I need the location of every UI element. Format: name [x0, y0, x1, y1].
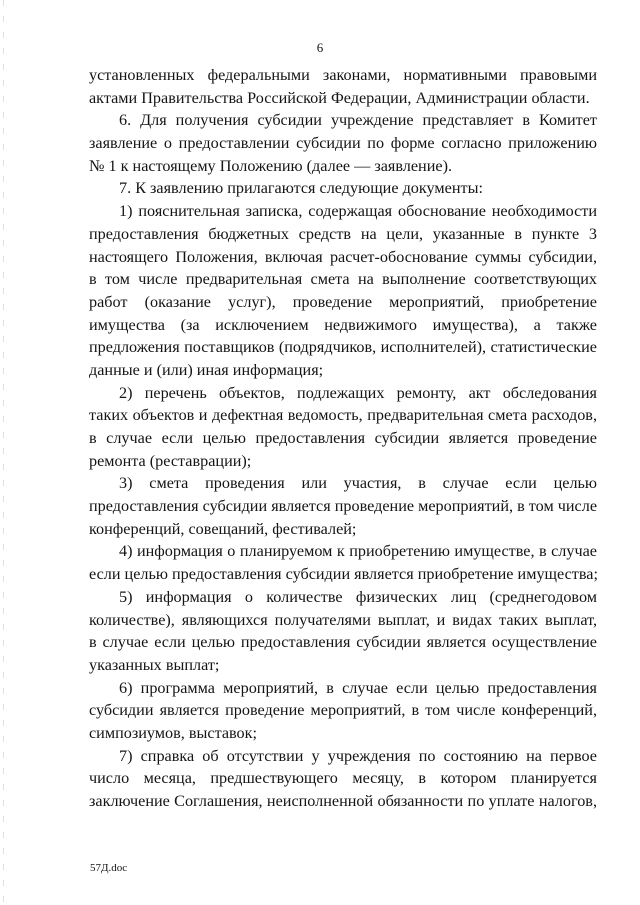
text-line: ремонта (реставрации); [89, 451, 252, 470]
text-line: заключение Соглашения, неисполненной обязанности по уплате налогов, [89, 792, 597, 810]
text-line: количестве), являющихся получателями выплат, и видах таких выплат, [89, 610, 597, 629]
text-line: заявление о предоставлении субсидии по форме согласно приложению [89, 134, 597, 153]
paragraph [89, 200, 597, 382]
text-line: 6) программа мероприятий, в случае если целью предоставления [119, 678, 597, 697]
footer-filename: 57Д.doc [90, 862, 128, 874]
paragraph [89, 109, 597, 177]
paragraph [89, 586, 597, 677]
text-line: предоставления субсидии является проведение мероприятий, в том числе [89, 497, 597, 516]
paragraph [89, 177, 597, 200]
text-line: 1) пояснительная записка, содержащая обоснование необходимости [119, 202, 597, 221]
text-line: указанных выплат; [89, 655, 220, 674]
document-body [89, 64, 597, 813]
text-line: установленных федеральными законами, нормативными правовыми [89, 66, 597, 84]
text-line: 3) смета проведения или участия, в случае если целью [119, 474, 597, 493]
text-line: в случае если целью предоставления субсидии является проведение [89, 429, 597, 447]
text-line: число месяца, предшествующего месяцу, в котором планируется [89, 769, 597, 788]
text-line: 7) справка об отсутствии у учреждения по состоянию на первое [119, 746, 597, 765]
page-number: 6 [316, 40, 324, 55]
paragraph [89, 382, 597, 473]
text-line: 2) перечень объектов, подлежащих ремонту, акт обследования [119, 383, 597, 402]
text-line: таких объектов и дефектная ведомость, предварительная смета расходов, [89, 406, 597, 425]
paragraph [89, 540, 597, 585]
text-line: данные и (или) иная информация; [89, 360, 324, 379]
text-line: симпозиумов, выставок; [89, 723, 258, 742]
text-line: конференций, совещаний, фестивалей; [89, 519, 357, 538]
text-line: предложения поставщиков (подрядчиков, исполнителей), статистические [89, 338, 597, 357]
text-line: № 1 к настоящему Положению (далее — заявление). [89, 156, 453, 175]
paragraph [89, 64, 597, 109]
text-line: работ (оказание услуг), проведение мероприятий, приобретение [89, 292, 597, 311]
text-line: 5) информация о количестве физических лиц (среднегодовом [119, 587, 597, 606]
paragraph [89, 745, 597, 813]
text-line: предоставления бюджетных средств на цели, указанные в пункте 3 [89, 224, 597, 243]
text-line: 6. Для получения субсидии учреждение представляет в Комитет [119, 111, 597, 130]
text-line: если целью предоставления субсидии является приобретение имущества; [89, 565, 598, 584]
paragraph [89, 677, 597, 745]
text-line: актами Правительства Российской Федерации, Администрации области. [89, 88, 590, 107]
scan-edge [3, 0, 4, 905]
text-line: субсидии является проведение мероприятий, в том числе конференций, [89, 701, 597, 720]
text-line: имущества (за исключением недвижимого имущества), а также [89, 315, 597, 334]
text-line: 4) информация о планируемом к приобретению имуществе, в случае [119, 542, 597, 561]
text-line: настоящего Положения, включая расчет-обоснование суммы субсидии, [89, 247, 597, 266]
text-line: в случае если целью предоставления субсидии является осуществление [89, 633, 597, 652]
text-line: 7. К заявлению прилагаются следующие документы: [119, 179, 483, 198]
paragraph [89, 472, 597, 540]
text-line: в том числе предварительная смета на выполнение соответствующих [89, 270, 597, 289]
